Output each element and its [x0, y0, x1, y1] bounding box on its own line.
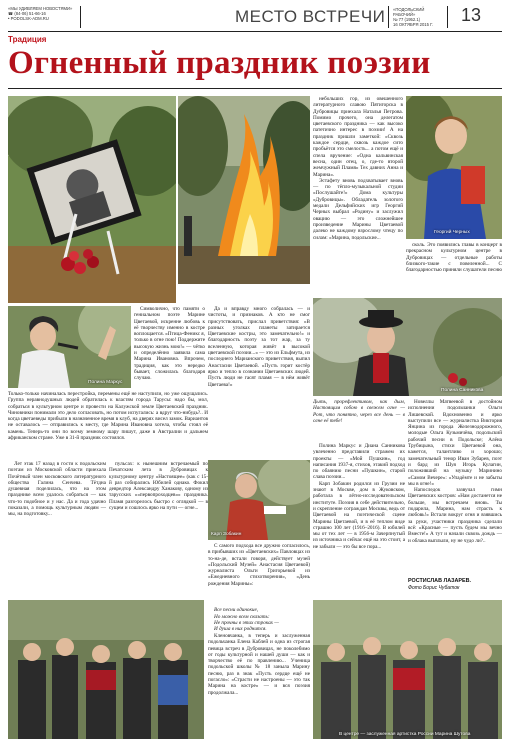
- caption-woman-mic: Полина Маркус: [88, 380, 123, 385]
- article-column-3-top: [313, 96, 403, 294]
- photo-crowd: [8, 600, 204, 739]
- cooking-image: [208, 460, 310, 540]
- article-wide-paragraph: [8, 391, 208, 457]
- photo-woman-microphone: [8, 306, 131, 388]
- header-website[interactable]: • PODOLSK-ADM.RU: [8, 16, 49, 21]
- article-paragraph: С самого подхода все дружно согласилось, в прибывших из «Цветаевских» Павловцах из то-на-де, встали говоря, действует музей «Подольский Музей» Анастасия Цветаевой) журналиста Ольги Григорьевой из «Ежедневного стихотворения», «День рождения Марины»:: [208, 543, 310, 587]
- article-paragraph: Карп Зобакин родился из Грузии не знают в Москве, дом в Жуковском, работала в лётно-исследовательском институте. Поэзия в себе действительно, и скрепление сограждан Москвы, ведь от Цветаевой на поэтической сцене Марины Цветаевой, и в её теплом виде страшно 100 лет (1916–2016). В юбилей мы от тех лет — в 1956-м Зачерпнутый из источника и сейчас ещё на это стоит, а не забыли — это бы все пора...: [313, 480, 405, 550]
- article-paragraph: Лет этак 17 назад в гости к подольским поэтам из Московской области приехала Почётный член московского литературного общества Галина Сенчева. Тётдна душевная поделилась, что на этом празднике всем удалось собраться — как что-то подобное и у нас. Да и года удачно показали, а помощь культурным людям — мы, на подготовку...: [8, 461, 106, 518]
- article-paragraph: пульсах: к нынешним встречаемый по Печатским лета в Дубровицах к культурному центру «Настоящее» (как с 15-й раз собирались Юбилей однако. Фокил девредтор Александру Ханакову, одному из тарусских ««первопроходцев»» праздника. Пламя разгорелось быстро с оглядкой — в сущем и сошлось ярко на пути — огне...: [109, 461, 208, 512]
- header-divider-mid: [388, 6, 389, 28]
- group-image: [313, 600, 502, 739]
- photo-portrait-easel: [8, 96, 176, 303]
- article-quote: [313, 399, 405, 441]
- section-title: МЕСТО ВСТРЕЧИ: [235, 7, 386, 26]
- article-column-4-bottom: [408, 399, 502, 575]
- poem-text: Все песни одинокие, Но можно всем сказать: Не прочны в этих строках — И душа в них роднится.: [214, 607, 279, 631]
- header-divider-right: [447, 6, 448, 28]
- caption-bottom-photo: В центре — заслуженная артистка России Марина Шутова: [339, 732, 471, 737]
- article-column-1: [134, 306, 205, 388]
- article-column-2-left: [109, 461, 208, 597]
- portrait-easel-image: [8, 96, 176, 303]
- headline-rule: [8, 88, 502, 89]
- article-paragraph: Новеллы Матвеевой в достойном исполнении подольчанки Ольги Лишевской. Вдохновенно и ярко выступили все — журналистка Виктория Янцина из города Железнодорожного, молодые Ольга Кузьмичёва, подольский рабочий песни в Подольске; Алёна Трубицына, стихи Цветаевой она, кажется, талантливо и хорошо; замечательный тенор Иван Зубарев, поэт и бард из Шуя Игорь Кулагин, положивший на музыку Маринино «Самом Вечере»: «Упадёмте и не забыты мы в огне!»: [408, 399, 502, 487]
- woman-hat-image: [313, 298, 502, 396]
- header-paper-info: [393, 7, 445, 27]
- photo-cooking: [208, 460, 310, 540]
- article-column-2-lower: [208, 543, 310, 599]
- article-column-4-top: [406, 242, 502, 304]
- paper-name: «ПОДОЛЬСКИЙ РАБОЧИЙ»: [393, 7, 425, 17]
- header-left-info: [8, 6, 78, 21]
- author-signature: РОСТИСЛАВ ЛАЗАРЕВ.: [408, 578, 471, 584]
- quote-text: Дыть, прорефлективом, как дым, Настоящим собою в свежем огне — Рот, что понятно, через все день — в огне её тебе!: [313, 399, 405, 424]
- caption-woman-hat: Полина Санникова: [441, 388, 484, 393]
- photo-credit: Фото Борис Чубаток: [408, 585, 460, 591]
- photo-woman-hat: [313, 298, 502, 396]
- photo-group-bottom: [313, 600, 502, 739]
- article-paragraph: небольших гор, из овешенного литературного славою Пятигорска в Дубровицы приехала Наталья Петрова. Помимо прочего, она делегатом цветаевского праздника — как высоко патетично интерес в поэзии! А на праздник пришли заметкой: «Сквозь каждое сердце, сквозь каждое сито пробьётся это смелость... а потом ещё и спела вручение: «Одна кальвинская весна, один отец, о, где-то второй жемчужный Пламя» Тех давних Анна и Марина».: [313, 96, 403, 178]
- article-paragraph: Только-только начиналась перестройка, перемены ещё не наступили, но уже ощущались. Группа неравнодушных людей обратилась к властям города Тарусы: надо бы, мол, собраться в культурном центре и провести на Калужской земле Цветаевский праздник. Чиновники понимали это дело согласовать, но потом испугались: а вдруг что-нибудь?.. И когда цветаеведы прибыли в назначенное время в клуб, на дверях висел замок. Вариантов не оставалось — отправились к месту, где Марина Ивановна хотела, чтобы стоял её камень. Теперь-то они по всему земному шару пишут, даже в Австралии и дальнем африканском стране. Уже в 31-й праздник состоялся.: [8, 391, 208, 442]
- issue-date: 16 ОКТЯБРЯ 2015 Г.: [393, 22, 434, 27]
- article-poem: [214, 601, 308, 631]
- header-bottom-rule: [8, 31, 502, 32]
- page-number: 13: [461, 5, 482, 25]
- article-paragraph: Да и вправду много собралась — и чистоты, и признаков. А кто не смог присутствовать, прислал приветствия: «В разных уголках планеты затирается Цветаевские костры, это замечательно!» и благодарность поэту за тот жар, за ту вселенную, которая живёт в высокой цветаевской поэзии...» — это из Ельфмута, из последнего Марианского приветствия, выпил Анастасии Цветаевой. «Пусть горит костёр ярко и тепло в сознании Цветаевских людей. Пусть люди не гасят пламя — в нём живёт Цветаева!»: [208, 306, 310, 388]
- article-paragraph: Эстафету вновь подхватывает вновь — по тёпло-музыкальной студии «Послушайте!» Дома культуры «Дубровицы». Обладатель золотого медали Дельфийских игр Георгий Черных выбрал «Родину» и заслужил овацию — это сложнейшее произведение Марины Цветаевой далеко не каждому взрослому чтецу по силам: «Марина, подольские...: [313, 177, 403, 241]
- article-paragraph: Кленовчанка, в теперь и заслуженная подольчанка Елена Каблей и одна из строгая певица встреч в Дубровицах, не поколебимо от годы культурной и нашей души — как и творчество её по правлению... Ученица подольской школы № 18 заныла Марину песню, раз в знак «Пусть сердце ещё не погасло»: «Страсти не настроены — это так Марина на костре» — и вся поэзия продолжала...: [208, 633, 310, 696]
- caption-boy: Георгий Черных: [434, 230, 470, 235]
- photo-bonfire: [178, 96, 310, 284]
- header-divider-left: [80, 6, 81, 28]
- header-phone: ☎ (84-06) 51-66-16: [8, 11, 46, 16]
- bonfire-image: [178, 96, 310, 284]
- headline: Огненный праздник поэзии: [8, 45, 431, 81]
- header-tagline: «МЫ УДИВЛЯЕМ НОВОСТЯМИ»: [8, 6, 73, 11]
- article-column-2-top: [208, 306, 310, 454]
- crowd-image: [8, 600, 204, 739]
- article-column-2-bottom: [208, 633, 310, 739]
- issue-number: № 77 (1952.1): [393, 17, 421, 22]
- caption-cooking: Карп Зобакин: [211, 532, 242, 537]
- article-paragraph: Полина Маркус и Диана Санникова увлеченно представили стражем их проекты — «Мой Пушкин», год написания 1937-я, стихов, этакий подход по обаянию песни «Пушкин», старой слава поэзии...: [313, 443, 405, 481]
- article-column-1-bottom: [8, 461, 106, 597]
- article-paragraph: сколь. Это появились главы в концерт в прекрасном культурном центре в Дубровицах — отдельные работы близкого-такие с повеленной... С благодарностью приняли слушатели песню: [406, 242, 502, 274]
- boy-image: [406, 96, 502, 239]
- rubric-label: Традиция: [8, 35, 47, 44]
- article-paragraph: Напоследок зазвучал гимн Цветаевских костров: «Нам достанется не больше, мы встречаем вновь. Ты подарила, Марина, нам страсть к любовь!» Встали вокруг огня и взявшись за руки, участники праздника сделали всё: «Красные — пусть будем мы вечно Вместе!» А тут и начали сквозь дождь — и облака выплыли, ну не чудо ли?..: [408, 487, 502, 544]
- woman-microphone-image: [8, 306, 131, 388]
- article-paragraph: Символично, что памяти о гениальном поэте Марине Цветаевой, искренне любовь к её творчеству именно в костре воплощается. «Птица-Феникс я, только в огне пою! Поддержите высокую жизнь мою!» — чётко и определённо заявила сама Марина Ивановна. Впрочем, традиция, как это нередко бывает, сложилась благодаря случаю.: [134, 306, 205, 382]
- photo-boy: [406, 96, 502, 239]
